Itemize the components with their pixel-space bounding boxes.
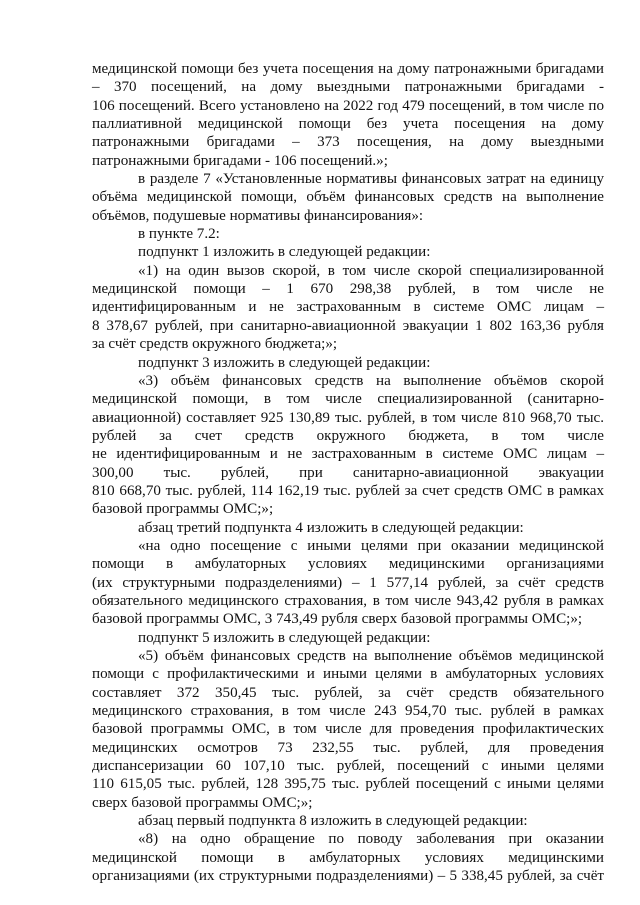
text-line: «1) на один вызов скорой, в том числе скорой специализированной (138, 262, 604, 279)
text-line: 8 378,67 рублей, при санитарно-авиационной эвакуации 1 802 163,36 рубля (92, 317, 604, 334)
text-line: организациями (их структурными подразделениями) – 5 338,45 рублей, за счёт (92, 868, 604, 885)
text-line: подпункт 1 изложить в следующей редакции: (138, 244, 431, 261)
text-line: 110 615,05 тыс. рублей, 128 395,75 тыс. рублей посещений с иными целями (92, 776, 604, 793)
text-line: 810 668,70 тыс. рублей, 114 162,19 тыс. рублей за счет средств ОМС в рамках (92, 482, 604, 499)
text-line: паллиативной медицинской помощи без учета посещения на дому (92, 116, 604, 133)
text-line: подпункт 3 изложить в следующей редакции: (138, 354, 431, 371)
text-line: «5) объём финансовых средств на выполнение объёмов медицинской (138, 648, 604, 664)
text-line: «на одно посещение с иными целями при оказании медицинской (138, 537, 604, 554)
text-line: идентифицированным и не застрахованным в системе ОМС лицам – (92, 299, 604, 316)
text-line: базовой программы ОМС;»; (92, 501, 274, 518)
document-page (92, 60, 604, 885)
text-line: патронажными бригадами – 373 посещения, на дому выездными (92, 134, 604, 151)
text-line: базовой программы ОМС, в том числе для проведения профилактических (92, 721, 604, 738)
text-line: 300,00 тыс. рублей, при санитарно-авиационной эвакуации (92, 464, 604, 481)
text-line: 106 посещений. Всего установлено на 2022 год 479 посещений, в том числе по (92, 97, 604, 114)
text-line: в разделе 7 «Установленные нормативы финансовых затрат на единицу (138, 171, 604, 188)
text-line: «3) объём финансовых средств на выполнение объёмов скорой (138, 372, 604, 389)
text-line: обязательного медицинского страхования, в том числе 943,42 рубля в рамках (92, 592, 604, 609)
text-line: помощи с профилактическими и иными целями в амбулаторных условиях (92, 666, 604, 683)
text-line: в пункте 7.2: (138, 226, 220, 243)
text-line: диспансеризации 60 107,10 тыс. рублей, посещений с иными целями (92, 758, 604, 775)
text-line: «8) на одно обращение по поводу заболевания при оказании (138, 831, 604, 848)
text-line: медицинского страхования, в том числе 243 954,70 тыс. рублей в рамках (92, 703, 604, 720)
text-line: составляет 372 350,45 тыс. рублей, за счёт средств обязательного (92, 684, 604, 701)
text-line: объёма медицинской помощи, объём финансовых средств на выполнение (92, 189, 604, 206)
text-line: медицинской помощи без учета посещения на дому патронажными бригадами (92, 61, 604, 77)
text-line: рублей за счет средств окружного бюджета, в том числе (92, 427, 604, 444)
text-line: не идентифицированным и не застрахованным в системе ОМС лицам – (92, 446, 604, 463)
text-line: абзац первый подпункта 8 изложить в следующей редакции: (138, 813, 528, 830)
text-line: – 370 посещений, на дому выездными патронажными бригадами - (92, 79, 604, 96)
text-line: медицинской помощи в амбулаторных условиях медицинскими (92, 849, 604, 866)
text-line: медицинских осмотров 73 232,55 тыс. рублей, для проведения (92, 739, 604, 756)
text-line: медицинской помощи – 1 670 298,38 рублей, в том числе не (92, 281, 604, 298)
text-line: сверх базовой программы ОМС;»; (92, 794, 313, 811)
text-line: (их структурными подразделениями) – 1 577,14 рублей, за счёт средств (92, 574, 604, 591)
text-line: подпункт 5 изложить в следующей редакции: (138, 629, 431, 646)
text-line: за счёт средств окружного бюджета;»; (92, 336, 338, 353)
text-line: базовой программы ОМС, 3 743,49 рубля сверх базовой программы ОМС;»; (92, 611, 583, 628)
text-line: помощи в амбулаторных условиях медицинскими организациями (92, 556, 604, 573)
text-line: абзац третий подпункта 4 изложить в следующей редакции: (138, 519, 524, 536)
text-line: медицинской помощи, в том числе специализированной (санитарно- (92, 391, 604, 408)
text-line: патронажными бригадами - 106 посещений.»; (92, 152, 388, 169)
text-line: объёмов, подушевые нормативы финансирования»: (92, 207, 424, 224)
text-line: авиационной) составляет 925 130,89 тыс. рублей, в том числе 810 968,70 тыс. (92, 409, 604, 426)
